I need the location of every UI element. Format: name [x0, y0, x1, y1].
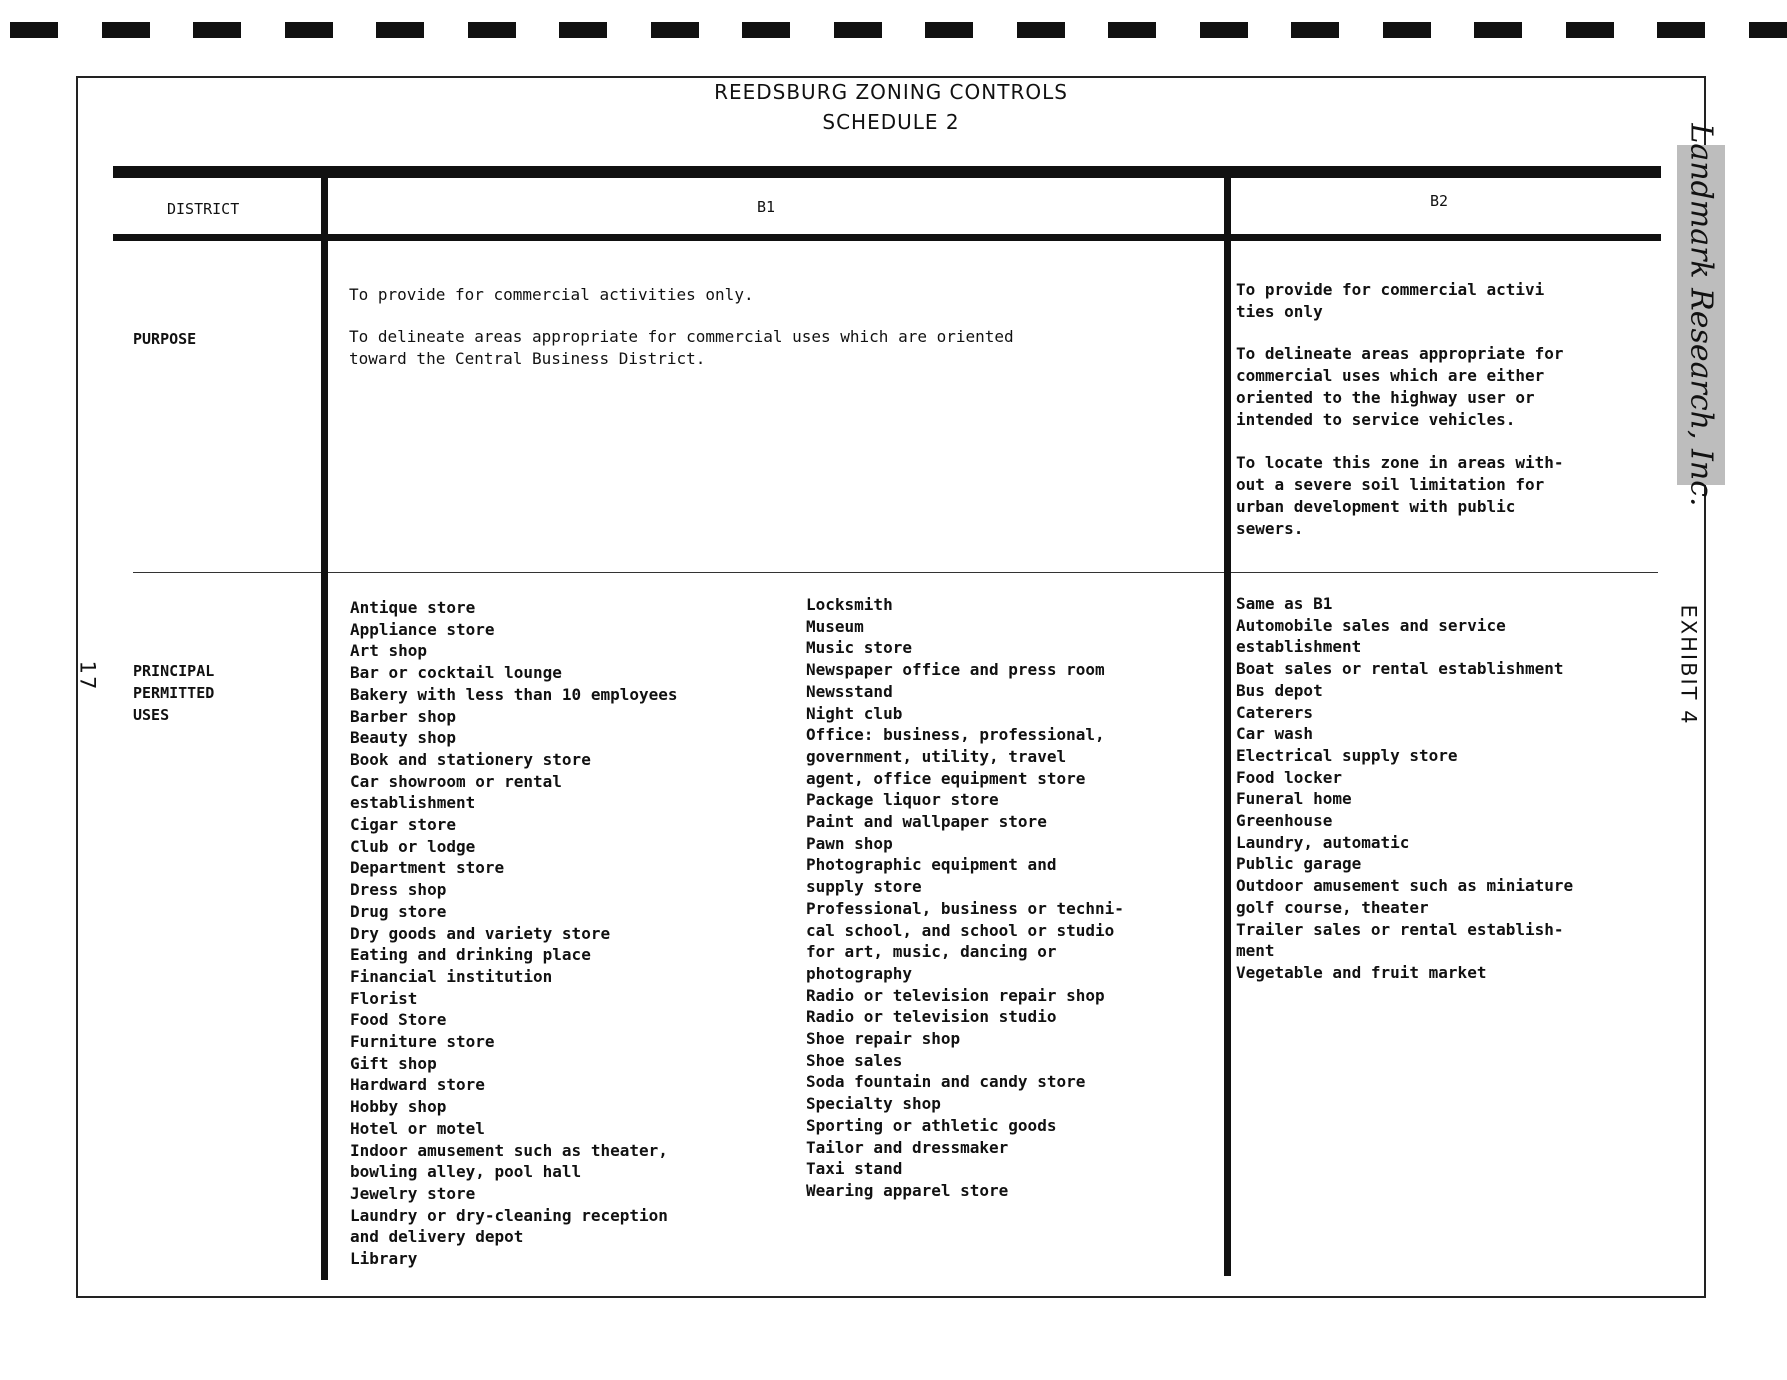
list-item: Dry goods and variety store: [350, 923, 611, 943]
list-item: Sporting or athletic goods: [806, 1115, 1057, 1135]
list-item: Car wash: [1236, 724, 1314, 744]
list-item: Greenhouse: [1236, 811, 1333, 831]
list-item: Pawn shop: [806, 833, 893, 853]
list-item: Newsstand: [806, 681, 893, 701]
purpose-label: PURPOSE: [133, 330, 197, 348]
principal-uses-label: PRINCIPAL PERMITTED USES: [133, 662, 215, 724]
purpose-b2-paragraph-2: To delineate areas appropriate for commercial uses which are either oriented to the highway user or intended to service vehicles.: [1236, 344, 1564, 429]
list-item: Bus depot: [1236, 680, 1323, 700]
list-item: Indoor amusement such as theater, bowling alley, pool hall: [350, 1140, 668, 1182]
perforation-dash: [1474, 22, 1522, 38]
list-item: Laundry, automatic: [1236, 832, 1410, 852]
b1-uses-list-col2: [806, 594, 1124, 1202]
perforation-dash: [1291, 22, 1339, 38]
list-item: Tailor and dressmaker: [806, 1137, 1009, 1157]
perforation-dash: [1566, 22, 1614, 38]
list-item: Food Store: [350, 1010, 447, 1030]
list-item: Soda fountain and candy store: [806, 1072, 1086, 1092]
b2-header: B2: [1430, 192, 1449, 210]
perforation-dash: [102, 22, 150, 38]
perforation-dash: [376, 22, 424, 38]
list-item: Bar or cocktail lounge: [350, 663, 562, 683]
list-item: Funeral home: [1236, 789, 1352, 809]
purpose-b2-paragraph-1: To provide for commercial activi ties only: [1236, 280, 1545, 321]
perforation-dashes: [10, 22, 1780, 38]
list-item: Boat sales or rental establishment: [1236, 659, 1564, 679]
list-item: Specialty shop: [806, 1094, 941, 1114]
purpose-row-divider: [133, 572, 1658, 573]
perforation-dash: [559, 22, 607, 38]
list-item: Hardward store: [350, 1075, 485, 1095]
purpose-b1-paragraph-2: To delineate areas appropriate for commercial uses which are oriented toward the Central Business District.: [349, 327, 1014, 368]
district-header: DISTRICT: [167, 200, 240, 218]
list-item: Food locker: [1236, 767, 1342, 787]
document-subtitle: SCHEDULE 2: [822, 110, 960, 134]
list-item: Dress shop: [350, 880, 447, 900]
perforation-dash: [10, 22, 58, 38]
list-item: Laundry or dry-cleaning reception and delivery depot: [350, 1205, 668, 1247]
list-item: Outdoor amusement such as miniature golf course, theater: [1236, 876, 1574, 917]
company-logo: [1677, 123, 1725, 507]
b1-header: B1: [757, 198, 776, 216]
list-item: Furniture store: [350, 1032, 495, 1052]
list-item: Book and stationery store: [350, 749, 591, 769]
list-item: Taxi stand: [806, 1159, 903, 1179]
list-item: Appliance store: [350, 619, 495, 639]
list-item: Drug store: [350, 901, 447, 921]
list-item: Antique store: [350, 598, 476, 617]
list-item: Newspaper office and press room: [806, 660, 1105, 680]
list-item: Paint and wallpaper store: [806, 812, 1047, 832]
list-item: Music store: [806, 638, 912, 658]
list-item: Public garage: [1236, 854, 1362, 874]
perforation-dash: [193, 22, 241, 38]
list-item: Art shop: [350, 641, 428, 661]
perforation-dash: [925, 22, 973, 38]
perforation-dash: [1017, 22, 1065, 38]
list-item: Gift shop: [350, 1053, 437, 1073]
perforation-dash: [1749, 22, 1787, 38]
perforation-dash: [468, 22, 516, 38]
exhibit-label: EXHIBIT 4: [1676, 604, 1701, 726]
list-item: Museum: [806, 616, 864, 636]
list-item: Hobby shop: [350, 1097, 447, 1117]
perforation-dash: [1383, 22, 1431, 38]
list-item: Automobile sales and service establishment: [1236, 615, 1506, 657]
perforation-dash: [1108, 22, 1156, 38]
list-item: Same as B1: [1236, 594, 1333, 613]
list-item: Electrical supply store: [1236, 745, 1458, 765]
list-item: Jewelry store: [350, 1183, 476, 1203]
b2-uses-list: [1236, 593, 1573, 984]
list-item: Package liquor store: [806, 790, 999, 810]
perforation-dash: [651, 22, 699, 38]
purpose-b1-paragraph-1: To provide for commercial activities only.: [349, 285, 754, 304]
list-item: Beauty shop: [350, 728, 456, 748]
document-title: REEDSBURG ZONING CONTROLS: [714, 80, 1068, 104]
list-item: Cigar store: [350, 815, 456, 835]
list-item: Club or lodge: [350, 836, 476, 856]
list-item: Locksmith: [806, 595, 893, 614]
list-item: Radio or television repair shop: [806, 985, 1105, 1005]
list-item: Eating and drinking place: [350, 945, 591, 965]
list-item: Car showroom or rental establishment: [350, 771, 562, 813]
page-number: 17: [75, 660, 100, 692]
list-item: Department store: [350, 858, 505, 878]
column-divider-b1: [321, 170, 328, 1280]
list-item: Professional, business or techni- cal school, and school or studio for art, music, dancing or photography: [806, 898, 1124, 983]
list-item: Vegetable and fruit market: [1236, 962, 1487, 982]
list-item: Shoe repair shop: [806, 1029, 961, 1049]
perforation-dash: [834, 22, 882, 38]
header-bottom-rule: [113, 234, 1661, 241]
list-item: Night club: [806, 703, 903, 723]
list-item: Florist: [350, 988, 418, 1008]
perforation-dash: [742, 22, 790, 38]
perforation-dash: [1657, 22, 1705, 38]
list-item: Hotel or motel: [350, 1118, 485, 1138]
list-item: Caterers: [1236, 702, 1314, 722]
list-item: Office: business, professional, government, utility, travel agent, office equipment store: [806, 725, 1105, 788]
list-item: Photographic equipment and supply store: [806, 855, 1057, 897]
column-divider-b2: [1224, 170, 1231, 1276]
list-item: Wearing apparel store: [806, 1180, 1009, 1200]
list-item: Trailer sales or rental establish- ment: [1236, 919, 1564, 961]
list-item: Library: [350, 1249, 418, 1269]
list-item: Bakery with less than 10 employees: [350, 684, 678, 704]
list-item: Radio or television studio: [806, 1007, 1057, 1027]
list-item: Barber shop: [350, 706, 456, 726]
logo-text: Landmark Research, Inc.: [1683, 123, 1719, 507]
b1-uses-list-col1: [350, 597, 678, 1270]
perforation-dash: [1200, 22, 1248, 38]
list-item: Financial institution: [350, 966, 553, 986]
perforation-dash: [285, 22, 333, 38]
list-item: Shoe sales: [806, 1050, 903, 1070]
table-top-rule: [113, 166, 1661, 178]
purpose-b2-paragraph-3: To locate this zone in areas with- out a severe soil limitation for urban development with public sewers.: [1236, 453, 1564, 538]
